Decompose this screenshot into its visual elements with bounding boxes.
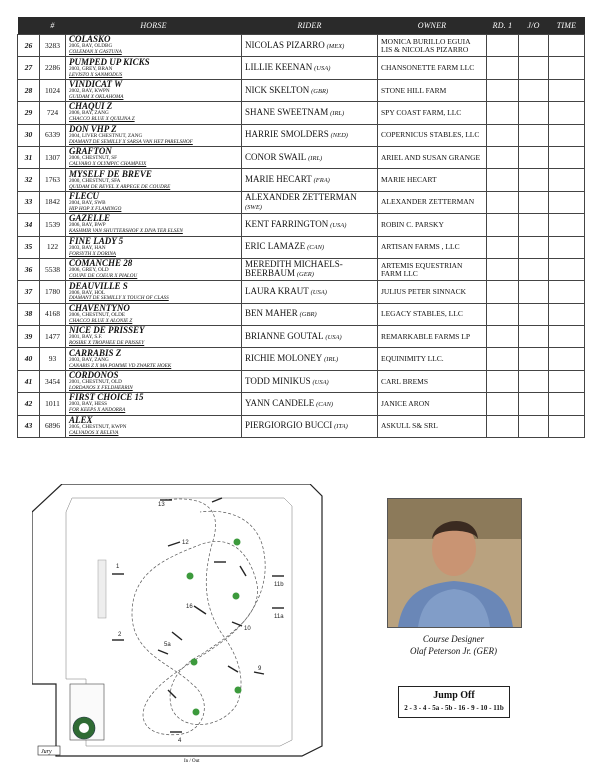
order-cell: 38 [18, 303, 40, 325]
jo-cell [519, 79, 549, 101]
horse-description: 2004, LIVER CHESTNUT, ZANG [69, 132, 143, 139]
table-row [18, 169, 585, 191]
time-cell [549, 303, 585, 325]
horse-description: 2006, BAY, HOL [69, 289, 106, 296]
rider-cell [242, 348, 378, 370]
horse-name: NICE DE PRISSEY [69, 325, 145, 336]
table-row [18, 281, 585, 303]
time-cell [549, 57, 585, 79]
order-cell: 34 [18, 214, 40, 236]
horse-cell [66, 348, 242, 370]
table-row [18, 102, 585, 124]
rd1-cell [487, 57, 519, 79]
table-row [18, 124, 585, 146]
jo-cell [519, 146, 549, 168]
rider-nation: (USA) [330, 221, 347, 229]
horse-cell [66, 303, 242, 325]
header-number: # [40, 17, 66, 35]
horse-name: VINDICAT W [69, 79, 123, 89]
order-cell: 33 [18, 191, 40, 213]
rd1-cell [487, 146, 519, 168]
horse-description: 2006, CHESTNUT, OLDE [69, 311, 126, 318]
horse-pedigree: GUIDAM X OKLAHOMA [69, 93, 124, 100]
in-out-label: In / Out [184, 759, 200, 764]
horse-description: 2002, BAY, KWPN [69, 88, 110, 94]
horse-name: CARRABIS Z [69, 347, 122, 358]
rider-cell [242, 415, 378, 437]
table-row [18, 146, 585, 168]
order-cell: 42 [18, 393, 40, 415]
course-designer-photo [387, 498, 522, 628]
rider-cell [242, 79, 378, 101]
horse-name: COMANCHE 28 [69, 258, 133, 269]
label-12: 12 [182, 540, 189, 546]
horse-name: ALEX [69, 414, 93, 425]
horse-name: MYSELF DE BREVE [69, 168, 152, 179]
garden-center [79, 723, 89, 733]
rider-nation: (MEX) [326, 42, 345, 50]
time-cell [549, 326, 585, 348]
time-cell [549, 393, 585, 415]
order-cell: 39 [18, 326, 40, 348]
jo-cell [519, 57, 549, 79]
rider-name: YANN CANDELE [245, 398, 315, 409]
time-cell [549, 370, 585, 392]
rider-cell [242, 258, 378, 280]
horse-name: CORDONOS [69, 370, 119, 381]
label-10: 10 [244, 626, 251, 632]
order-cell: 36 [18, 258, 40, 280]
owner-cell: CARL BREMS [378, 370, 487, 392]
horse-cell [66, 124, 242, 146]
order-of-go-table [17, 17, 585, 438]
table-row [18, 35, 585, 57]
horse-pedigree: DIAMANT DE SEMILLY X TOUCH OF CLASS [69, 295, 169, 302]
horse-name: DON VHP Z [69, 123, 117, 134]
rider-name: MEREDITH MICHAELS-BEERBAUM [245, 258, 343, 279]
rider-nation: (NED) [330, 132, 348, 140]
owner-cell: ASKULL S& SRL [378, 415, 487, 437]
horse-cell [66, 236, 242, 258]
table-row [18, 415, 585, 437]
rd1-cell [487, 169, 519, 191]
owner-cell: JANICE ARON [378, 393, 487, 415]
horse-pedigree: FORSYTH X DORINA [69, 250, 116, 257]
owner-cell: EQUINIMITY LLC. [378, 348, 487, 370]
rider-name: ALEXANDER ZETTERMAN [245, 192, 357, 203]
rider-name: BEN MAHER [245, 308, 298, 319]
owner-cell: LEGACY STABLES, LLC [378, 303, 487, 325]
label-11a: 11a [274, 614, 284, 620]
table-row [18, 348, 585, 370]
horse-pedigree: FOR KEEPS X ANDORRA [69, 407, 126, 414]
time-cell [549, 236, 585, 258]
back-number-cell: 1307 [40, 146, 66, 168]
horse-cell [66, 214, 242, 236]
rider-nation: (CAN) [307, 244, 325, 252]
rider-name: LILLIE KEENAN [245, 62, 313, 73]
horse-cell [66, 79, 242, 101]
horse-description: 2003, BAY, ZANG [69, 356, 109, 363]
table-row [18, 303, 585, 325]
order-cell: 32 [18, 169, 40, 191]
jo-cell [519, 370, 549, 392]
horse-cell [66, 326, 242, 348]
horse-description: 2003, BAY, HESS [69, 401, 108, 408]
jo-cell [519, 124, 549, 146]
back-number-cell: 6339 [40, 124, 66, 146]
horse-description: 2000, CHESTNUT, SFA [69, 177, 121, 184]
rider-nation: (IRL) [308, 154, 323, 162]
jo-cell [519, 35, 549, 57]
rider-name: LAURA KRAUT [245, 286, 309, 297]
course-designer-caption [387, 633, 520, 657]
rd1-cell [487, 415, 519, 437]
rd1-cell [487, 303, 519, 325]
horse-pedigree: LEVISTO X SANMODUS [69, 71, 123, 78]
rd1-cell [487, 35, 519, 57]
rider-nation: (ITA) [334, 423, 348, 431]
table-row [18, 57, 585, 79]
jo-cell [519, 236, 549, 258]
jo-cell [519, 393, 549, 415]
table-body [18, 35, 585, 438]
rider-cell [242, 124, 378, 146]
label-13: 13 [158, 502, 165, 508]
horse-pedigree: KASHMIR VAN SHUTTERSHOF X DIVA TER ELSEN [69, 228, 183, 235]
back-number-cell: 5538 [40, 258, 66, 280]
time-cell [549, 348, 585, 370]
rd1-cell [487, 214, 519, 236]
horse-description: 2005, BAY, OLDBG [69, 43, 113, 50]
table-row [18, 79, 585, 101]
rider-cell [242, 303, 378, 325]
time-cell [549, 35, 585, 57]
horse-name: GAZELLE [69, 213, 111, 224]
rider-name: RICHIE MOLONEY [245, 353, 323, 364]
rider-cell [242, 102, 378, 124]
table-row [18, 370, 585, 392]
horse-cell [66, 415, 242, 437]
time-cell [549, 214, 585, 236]
rider-nation: (USA) [325, 333, 342, 341]
header-horse: HORSE [66, 17, 242, 35]
horse-pedigree: CALVADOS X RELEVA [69, 429, 119, 436]
course-map [32, 484, 349, 764]
horse-cell [66, 146, 242, 168]
order-cell: 30 [18, 124, 40, 146]
back-number-cell: 122 [40, 236, 66, 258]
back-number-cell: 4168 [40, 303, 66, 325]
jo-cell [519, 169, 549, 191]
designer-name: Olaf Peterson Jr. (GER) [410, 646, 497, 657]
horse-description: 2004, BAY, SWB [69, 199, 106, 206]
rider-cell [242, 393, 378, 415]
owner-cell: JULIUS PETER SINNACK [378, 281, 487, 303]
order-cell: 43 [18, 415, 40, 437]
owner-cell: CHANSONETTE FARM LLC [378, 57, 487, 79]
horse-description: 2006, GREY, OLD [69, 267, 109, 274]
jump-off-sequence: 2 - 3 - 4 - 5a - 5b - 16 - 9 - 10 - 11b [404, 704, 504, 712]
jo-cell [519, 102, 549, 124]
time-cell [549, 146, 585, 168]
rider-nation: (CAN) [316, 401, 334, 409]
rider-nation: (USA) [314, 65, 331, 73]
horse-pedigree: QUIDAM DE REVEL X ARPEGE DE COUDRE [69, 183, 171, 190]
time-cell [549, 258, 585, 280]
back-number-cell: 2286 [40, 57, 66, 79]
owner-cell: ALEXANDER ZETTERMAN [378, 191, 487, 213]
header-rider: RIDER [242, 17, 378, 35]
rider-cell [242, 236, 378, 258]
horse-name: FLECU [69, 190, 100, 201]
back-number-cell: 93 [40, 348, 66, 370]
rider-nation: (GBR) [299, 311, 317, 319]
horse-pedigree: LORDANOS X FELDHERRIN [69, 385, 133, 392]
back-number-cell: 6896 [40, 415, 66, 437]
rd1-cell [487, 191, 519, 213]
horse-description: 2003, BAY, HAN [69, 244, 106, 251]
rider-nation: (USA) [312, 378, 329, 386]
time-cell [549, 79, 585, 101]
owner-cell: COPERNICUS STABLES, LLC [378, 124, 487, 146]
horse-pedigree: COUPE DE COEUR X PIALOU [69, 273, 138, 280]
horse-cell [66, 370, 242, 392]
rider-name: TODD MINIKUS [245, 375, 311, 386]
rd1-cell [487, 258, 519, 280]
horse-description: 2006, BAY, ZANG [69, 110, 109, 117]
rd1-cell [487, 393, 519, 415]
jo-cell [519, 303, 549, 325]
horse-description: 2005, CHESTNUT, KWPN [69, 423, 127, 430]
jo-cell [519, 281, 549, 303]
rider-name: NICK SKELTON [245, 84, 310, 95]
side-panel [98, 560, 106, 618]
order-cell: 27 [18, 57, 40, 79]
order-cell: 35 [18, 236, 40, 258]
jo-cell [519, 214, 549, 236]
back-number-cell: 1477 [40, 326, 66, 348]
owner-cell: REMARKABLE FARMS LP [378, 326, 487, 348]
rider-cell [242, 35, 378, 57]
label-5a: 5a [164, 642, 171, 648]
rd1-cell [487, 326, 519, 348]
header-rd1: RD. 1 [487, 17, 519, 35]
table-row [18, 326, 585, 348]
table-row [18, 191, 585, 213]
horse-name: GRAFTON [69, 146, 112, 157]
horse-pedigree: HIP HOP X FLAMINGO [69, 205, 122, 212]
header-owner: OWNER [378, 17, 487, 35]
rider-cell [242, 214, 378, 236]
horse-cell [66, 57, 242, 79]
jo-cell [519, 191, 549, 213]
horse-pedigree: ROSIRE X TROPHEE DE PRISSEY [69, 340, 145, 347]
horse-cell [66, 169, 242, 191]
label-2: 2 [118, 632, 122, 638]
rider-cell [242, 281, 378, 303]
horse-cell [66, 191, 242, 213]
time-cell [549, 169, 585, 191]
rider-cell [242, 370, 378, 392]
horse-pedigree: CALVARO X OLYMPIC CHAMPEIX [69, 161, 147, 168]
rd1-cell [487, 348, 519, 370]
owner-cell: ARIEL AND SUSAN GRANGE [378, 146, 487, 168]
rider-name: ERIC LAMAZE [245, 241, 306, 252]
rider-nation: (IRL) [330, 109, 345, 117]
back-number-cell: 1763 [40, 169, 66, 191]
horse-name: CHAQUI Z [69, 101, 113, 112]
rider-name: PIERGIORGIO BUCCI [245, 420, 333, 431]
back-number-cell: 1539 [40, 214, 66, 236]
table-row [18, 214, 585, 236]
rider-nation: (GER) [296, 271, 314, 279]
rider-cell [242, 326, 378, 348]
horse-description: 2003, GREY, BRAN [69, 65, 113, 72]
rd1-cell [487, 124, 519, 146]
owner-cell: STONE HILL FARM [378, 79, 487, 101]
rider-nation: (SWE) [245, 203, 262, 211]
owner-cell: MONICA BURILLO EGUIA LIS & NICOLAS PIZARRO [378, 35, 487, 57]
designer-portrait [388, 499, 521, 627]
horse-name: FINE LADY 5 [69, 235, 124, 246]
time-cell [549, 124, 585, 146]
time-cell [549, 191, 585, 213]
horse-description: 2006, CHESTNUT, SF [69, 155, 118, 162]
order-cell: 40 [18, 348, 40, 370]
horse-description: 2006, BAY, BWP [69, 222, 106, 229]
label-4: 4 [178, 738, 182, 744]
label-1: 1 [116, 564, 120, 570]
back-number-cell: 1780 [40, 281, 66, 303]
header-jo: J/O [519, 17, 549, 35]
designer-title: Course Designer [422, 634, 485, 644]
rider-nation: (GBR) [311, 87, 329, 95]
label-11b: 11b [274, 582, 284, 588]
order-cell: 26 [18, 35, 40, 57]
table-row [18, 236, 585, 258]
back-number-cell: 1024 [40, 79, 66, 101]
time-cell [549, 415, 585, 437]
rider-name: HARRIE SMOLDERS [245, 129, 329, 140]
back-number-cell: 3454 [40, 370, 66, 392]
order-cell: 37 [18, 281, 40, 303]
horse-cell [66, 281, 242, 303]
rider-name: KENT FARRINGTON [245, 218, 329, 229]
horse-description: 2001, CHESTNUT, OLD [69, 379, 122, 386]
rd1-cell [487, 79, 519, 101]
label-9: 9 [258, 666, 262, 672]
owner-cell: MARIE HECART [378, 169, 487, 191]
table-row [18, 258, 585, 280]
horse-description: 2001, BAY, S.F. [69, 334, 103, 341]
rd1-cell [487, 236, 519, 258]
back-number-cell: 1011 [40, 393, 66, 415]
owner-cell: ROBIN C. PARSKY [378, 214, 487, 236]
horse-cell [66, 393, 242, 415]
jump-off-title: Jump Off [433, 690, 475, 701]
order-cell: 29 [18, 102, 40, 124]
rider-nation: (USA) [310, 289, 327, 297]
horse-cell [66, 35, 242, 57]
rd1-cell [487, 370, 519, 392]
jo-cell [519, 258, 549, 280]
owner-cell: ARTISAN FARMS , LLC [378, 236, 487, 258]
time-cell [549, 281, 585, 303]
rider-name: MARIE HECART [245, 174, 312, 185]
horse-pedigree: CHACCO BLUE X ALONIE Z [69, 317, 133, 324]
rd1-cell [487, 281, 519, 303]
horse-name: CHAVENTYNO [69, 302, 130, 313]
owner-cell: ARTEMIS EQUESTRIAN FARM LLC [378, 258, 487, 280]
horse-pedigree: CANABIS Z X MA POMME VD ZWARTE HOEK [69, 362, 172, 369]
rider-name: BRIANNE GOUTAL [245, 330, 324, 341]
jump-off-box [398, 686, 510, 718]
rider-name: SHANE SWEETNAM [245, 106, 329, 117]
header-time: TIME [549, 17, 585, 35]
jo-cell [519, 326, 549, 348]
back-number-cell: 3283 [40, 35, 66, 57]
back-number-cell: 1842 [40, 191, 66, 213]
jo-cell [519, 415, 549, 437]
rider-cell [242, 191, 378, 213]
back-number-cell: 724 [40, 102, 66, 124]
horse-cell [66, 102, 242, 124]
order-cell: 28 [18, 79, 40, 101]
rd1-cell [487, 102, 519, 124]
horse-name: PUMPED UP KICKS [69, 56, 150, 67]
horse-pedigree: COLEMAN X GASTUNA [69, 49, 122, 56]
rider-cell [242, 146, 378, 168]
order-cell: 41 [18, 370, 40, 392]
rider-nation: (FRA) [313, 177, 330, 185]
jo-cell [519, 348, 549, 370]
horse-pedigree: CHACCO BLUE X QUILINA Z [69, 116, 135, 123]
rider-cell [242, 57, 378, 79]
header-order [18, 17, 40, 35]
rider-cell [242, 169, 378, 191]
order-cell: 31 [18, 146, 40, 168]
horse-cell [66, 258, 242, 280]
rider-name: CONOR SWAIL [245, 151, 307, 162]
table-row [18, 393, 585, 415]
table-header [18, 17, 585, 35]
horse-name: FIRST CHOICE 15 [69, 392, 144, 403]
horse-name: DEAUVILLE S [69, 280, 128, 291]
jury-label: Jury [41, 749, 52, 755]
time-cell [549, 102, 585, 124]
rider-nation: (IRL) [324, 356, 339, 364]
rider-name: NICOLAS PIZARRO [245, 39, 325, 50]
label-16: 16 [186, 604, 193, 610]
horse-pedigree: DIAMANT DE SEMILLY X SARSA VAN HET PARELSHOF [69, 138, 193, 145]
horse-name: COLASKO [69, 34, 111, 45]
owner-cell: SPY COAST FARM, LLC [378, 102, 487, 124]
